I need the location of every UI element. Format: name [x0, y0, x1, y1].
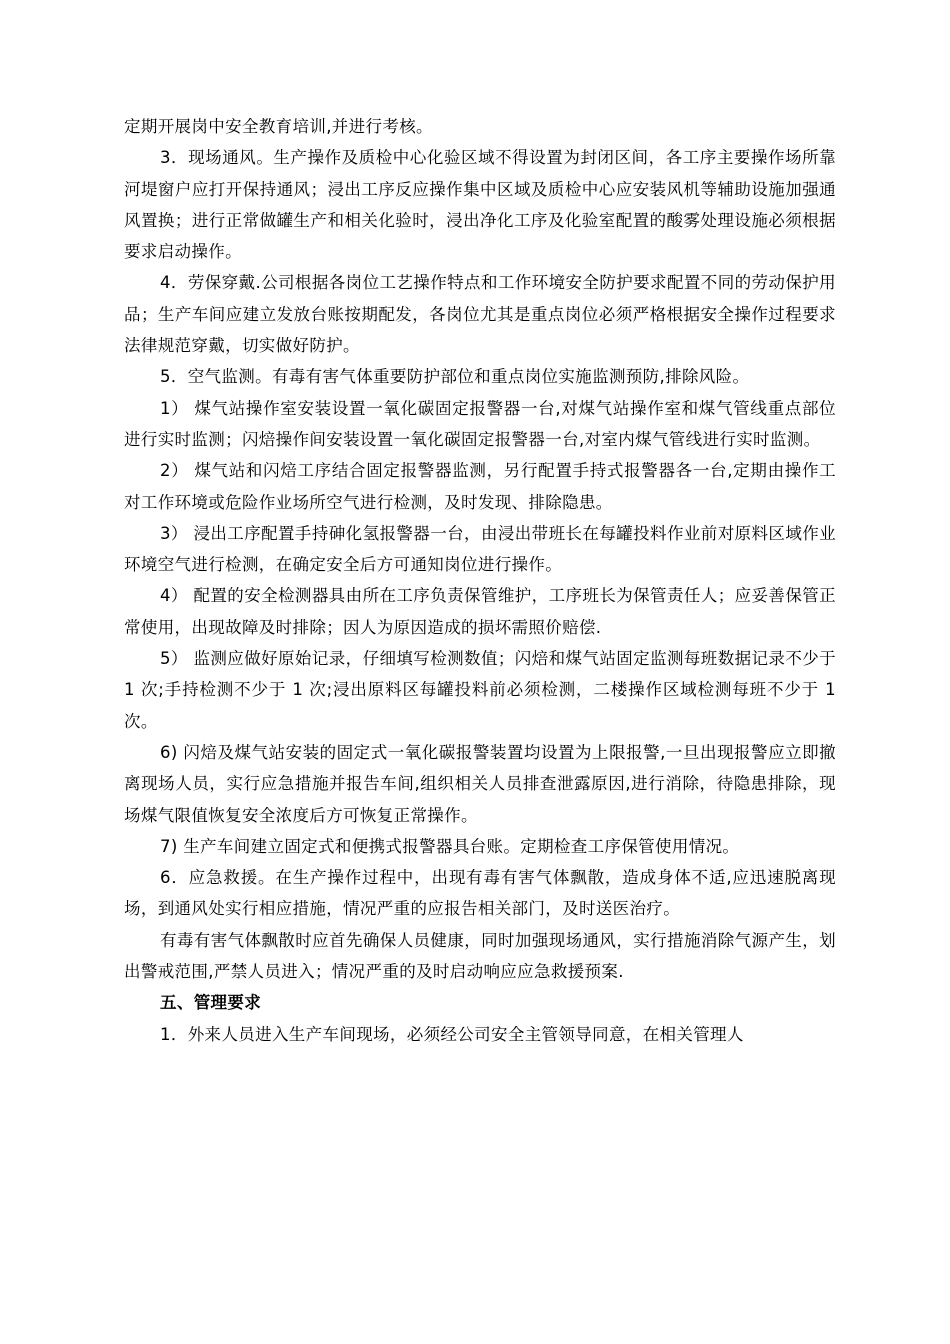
paragraph-management-item-1: 1．外来人员进入生产车间现场，必须经公司安全主管领导同意，在相关管理人 [160, 1024, 744, 1044]
paragraph-emergency-rescue: 6．应急救援。在生产操作过程中，出现有毒有害气体飘散，造成身体不适,应迅速脱离现场，到通风处实行相应措施，情况严重的应报告相关部门，及时送医治疗。 [124, 868, 836, 919]
paragraph-monitoring-item-7: 7) 生产车间建立固定式和便携式报警器具台账。定期检查工序保管使用情况。 [160, 836, 740, 856]
paragraph-air-monitoring: 5．空气监测。有毒有害气体重要防护部位和重点岗位实施监测预防,排除风险。 [160, 367, 750, 387]
paragraph-monitoring-item-4: 4） 配置的安全检测器具由所在工序负责保管维护，工序班长为保管责任人；应妥善保管正常使用，出现故障及时排除；因人为原因造成的损坏需照价赔偿. [124, 586, 836, 637]
paragraph-gas-leak-response: 有毒有害气体飘散时应首先确保人员健康，同时加强现场通风，实行措施消除气源产生，划出警戒范围,严禁人员进入；情况严重的及时启动响应应急救援预案. [124, 930, 836, 982]
section-heading-management: 五、管理要求 [160, 993, 262, 1013]
paragraph-monitoring-item-2: 2） 煤气站和闪焙工序结合固定报警器监测，另行配置手持式报警器各一台,定期由操作工对工作环境或危险作业场所空气进行检测，及时发现、排除隐患。 [124, 461, 836, 512]
paragraph-ventilation: 3．现场通风。生产操作及质检中心化验区域不得设置为封闭区间，各工序主要操作场所靠河堤窗户应打开保持通风；浸出工序反应操作集中区域及质检中心应安装风机等辅助设施加强通风置换；进行正常做罐生产和相关化验时，浸出净化工序及化验室配置的酸雾处理设施必须根据要求启动操作。 [124, 148, 836, 262]
document-page [124, 111, 836, 1050]
paragraph-monitoring-item-1: 1） 煤气站操作室安装设置一氧化碳固定报警器一台,对煤气站操作室和煤气管线重点部位进行实时监测；闪焙操作间安装设置一氧化碳固定报警器一台,对室内煤气管线进行实时监测。 [124, 398, 836, 449]
paragraph-monitoring-item-6: 6) 闪焙及煤气站安装的固定式一氧化碳报警装置均设置为上限报警,一旦出现报警应立即撤离现场人员，实行应急措施并报告车间,组织相关人员排查泄露原因,进行消除，待隐患排除，现场煤气限值恢复安全浓度后方可恢复正常操作。 [124, 742, 836, 825]
paragraph-monitoring-item-5: 5） 监测应做好原始记录，仔细填写检测数值；闪焙和煤气站固定监测每班数据记录不少于 1 次;手持检测不少于 1 次;浸出原料区每罐投料前必须检测，二楼操作区域检测每班不少于 1 次。 [124, 649, 836, 731]
paragraph-protective-equipment: 4．劳保穿戴.公司根据各岗位工艺操作特点和工作环境安全防护要求配置不同的劳动保护用品；生产车间应建立发放台账按期配发，各岗位尤其是重点岗位必须严格根据安全操作过程要求法律规范穿戴，切实做好防护。 [124, 273, 836, 356]
paragraph-monitoring-item-3: 3） 浸出工序配置手持砷化氢报警器一台，由浸出带班长在每罐投料作业前对原料区域作业环境空气进行检测，在确定安全后方可通知岗位进行操作。 [124, 523, 836, 575]
paragraph-continuation: 定期开展岗中安全教育培训,并进行考核。 [124, 117, 433, 136]
